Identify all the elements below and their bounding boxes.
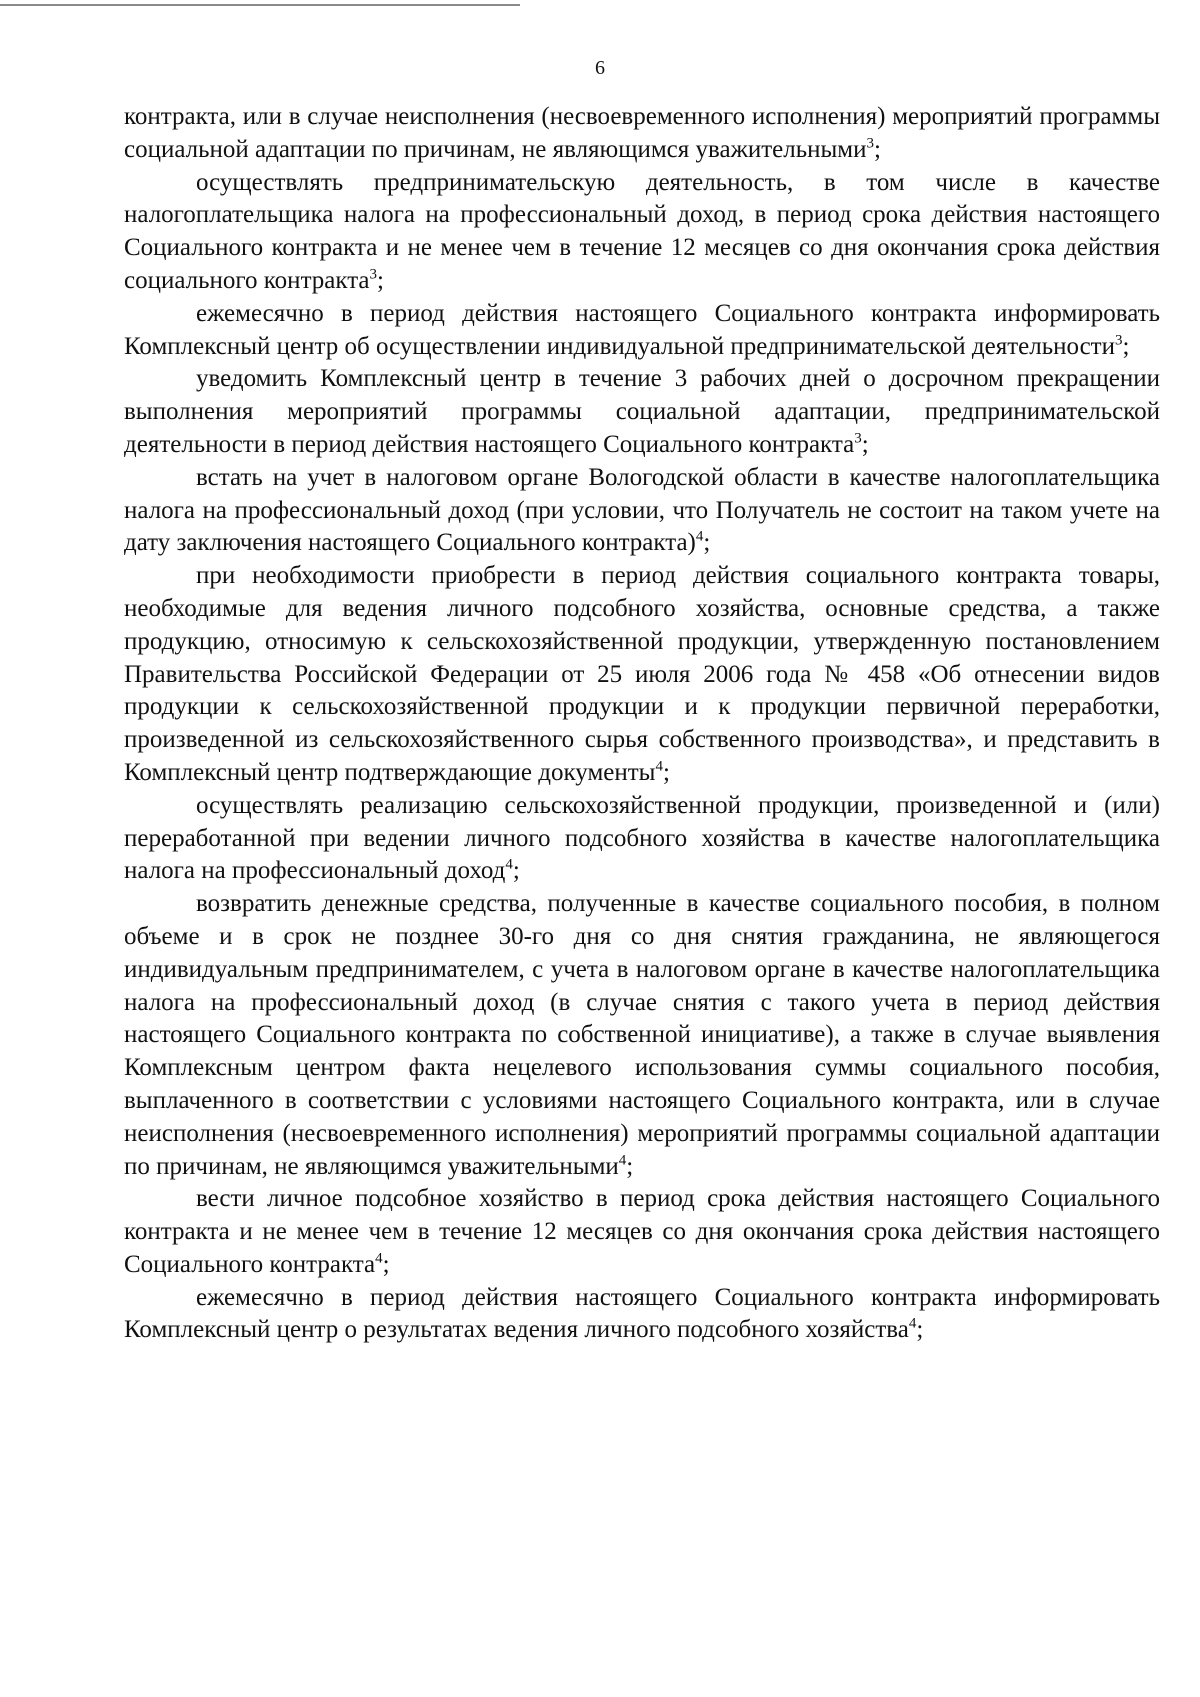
paragraph <box>124 363 1160 461</box>
paragraph-text: контракта, или в случае неисполнения (несвоевременного исполнения) мероприятий программы социальной адаптации по причинам, не являющимся уважительными <box>124 103 1160 163</box>
paragraph-text: встать на учет в налоговом органе Вологодской области в качестве налогоплательщика налога на профессиональный доход (при условии, что Получатель не состоит на таком учете на дату заключения настоящего Социального контракта) <box>124 463 1160 557</box>
paragraph-end: ; <box>874 135 881 163</box>
paragraph-text: при необходимости приобрести в период действия социального контракта товары, необходимые для ведения личного подсобного хозяйства, основные средства, а также продукцию, относимую к сельскохозяйственной продукции, утвержденную постановлением Правительства Российской Федерации от 25 июля 2006 года № 458 «Об отнесении видов продукции к сельскохозяйственной продукции и к продукции первичной переработки, произведенной из сельскохозяйственного сырья собственного производства», и представить в Комплексный центр подтверждающие документы <box>124 562 1160 786</box>
paragraph-text: вести личное подсобное хозяйство в период срока действия настоящего Социального контракта и не менее чем в течение 12 месяцев со дня окончания срока действия настоящего Социального контракта <box>124 1185 1160 1278</box>
paragraph <box>124 462 1160 560</box>
footnote-ref: 4 <box>505 857 513 873</box>
footnote-ref: 4 <box>618 1152 627 1169</box>
page-number: 6 <box>595 57 605 79</box>
paragraph-text: ежемесячно в период действия настоящего Социального контракта информировать Комплексный центр о результатах ведения личного подсобного хозяйства <box>124 1283 1160 1344</box>
paragraph-text: осуществлять предпринимательскую деятельность, в том числе в качестве налогоплательщика налога на профессиональный доход, в период срока действия настоящего Социального контракта и не менее чем в течение 12 месяцев со дня окончания срока действия социального контракта <box>124 168 1160 294</box>
paragraph-end: ; <box>382 1250 390 1278</box>
footnote-ref: 3 <box>866 135 875 152</box>
paragraph-end: ; <box>662 758 670 786</box>
footnote-ref: 3 <box>854 430 862 447</box>
paragraph-text: возвратить денежные средства, полученные в качестве социального пособия, в полном объеме и в срок не позднее 30-го дня со дня снятия гражданина, не являющегося индивидуальным предпринимателем, с учета в налоговом органе в качестве налогоплательщика налога на профессиональный доход (в случае снятия с такого учета в период действия настоящего Социального контракта по собственной инициативе), а также в случае выявления Комплексным центром факта нецелевого использования суммы социального пособия, выплаченного в соответствии с условиями настоящего Социального контракта, или в случае неисполнения (несвоевременного исполнения) мероприятий программы социальной адаптации по причинам, не являющимся уважительными <box>124 890 1160 1180</box>
footnote-ref: 4 <box>655 758 663 775</box>
footnote-ref: 3 <box>369 266 378 283</box>
paragraph <box>124 790 1160 888</box>
paragraph-end: ; <box>861 430 869 458</box>
footnote-ref: 4 <box>908 1316 917 1333</box>
document-body <box>124 101 1160 1347</box>
footnote-ref: 3 <box>1115 332 1123 349</box>
paragraph-end: ; <box>626 1152 634 1180</box>
footnote-ref: 4 <box>695 529 704 546</box>
footnote-ref: 4 <box>375 1250 383 1267</box>
scan-edge-line <box>0 4 520 6</box>
paragraph-text: уведомить Комплексный центр в течение 3 рабочих дней о досрочном прекращении выполнения мероприятий программы социальной адаптации, предпринимательской деятельности в период действия настоящего Социального контракта <box>124 365 1160 458</box>
paragraph-end: ; <box>512 857 520 885</box>
paragraph-text: ежемесячно в период действия настоящего Социального контракта информировать Комплексный центр об осуществлении индивидуальной предпринимательской деятельности <box>124 299 1160 360</box>
paragraph-end: ; <box>377 266 384 294</box>
paragraph <box>124 298 1160 364</box>
paragraph-end: ; <box>916 1316 924 1344</box>
paragraph-text: осуществлять реализацию сельскохозяйственной продукции, произведенной и (или) переработанной при ведении личного подсобного хозяйства в качестве налогоплательщика налога на профессиональный доход <box>124 791 1160 885</box>
paragraph <box>124 560 1160 790</box>
paragraph <box>124 101 1160 167</box>
paragraph <box>124 1183 1160 1281</box>
paragraph-end: ; <box>703 529 711 557</box>
paragraph-end: ; <box>1122 332 1130 360</box>
paragraph <box>124 1282 1160 1348</box>
paragraph <box>124 888 1160 1183</box>
paragraph <box>124 167 1160 298</box>
